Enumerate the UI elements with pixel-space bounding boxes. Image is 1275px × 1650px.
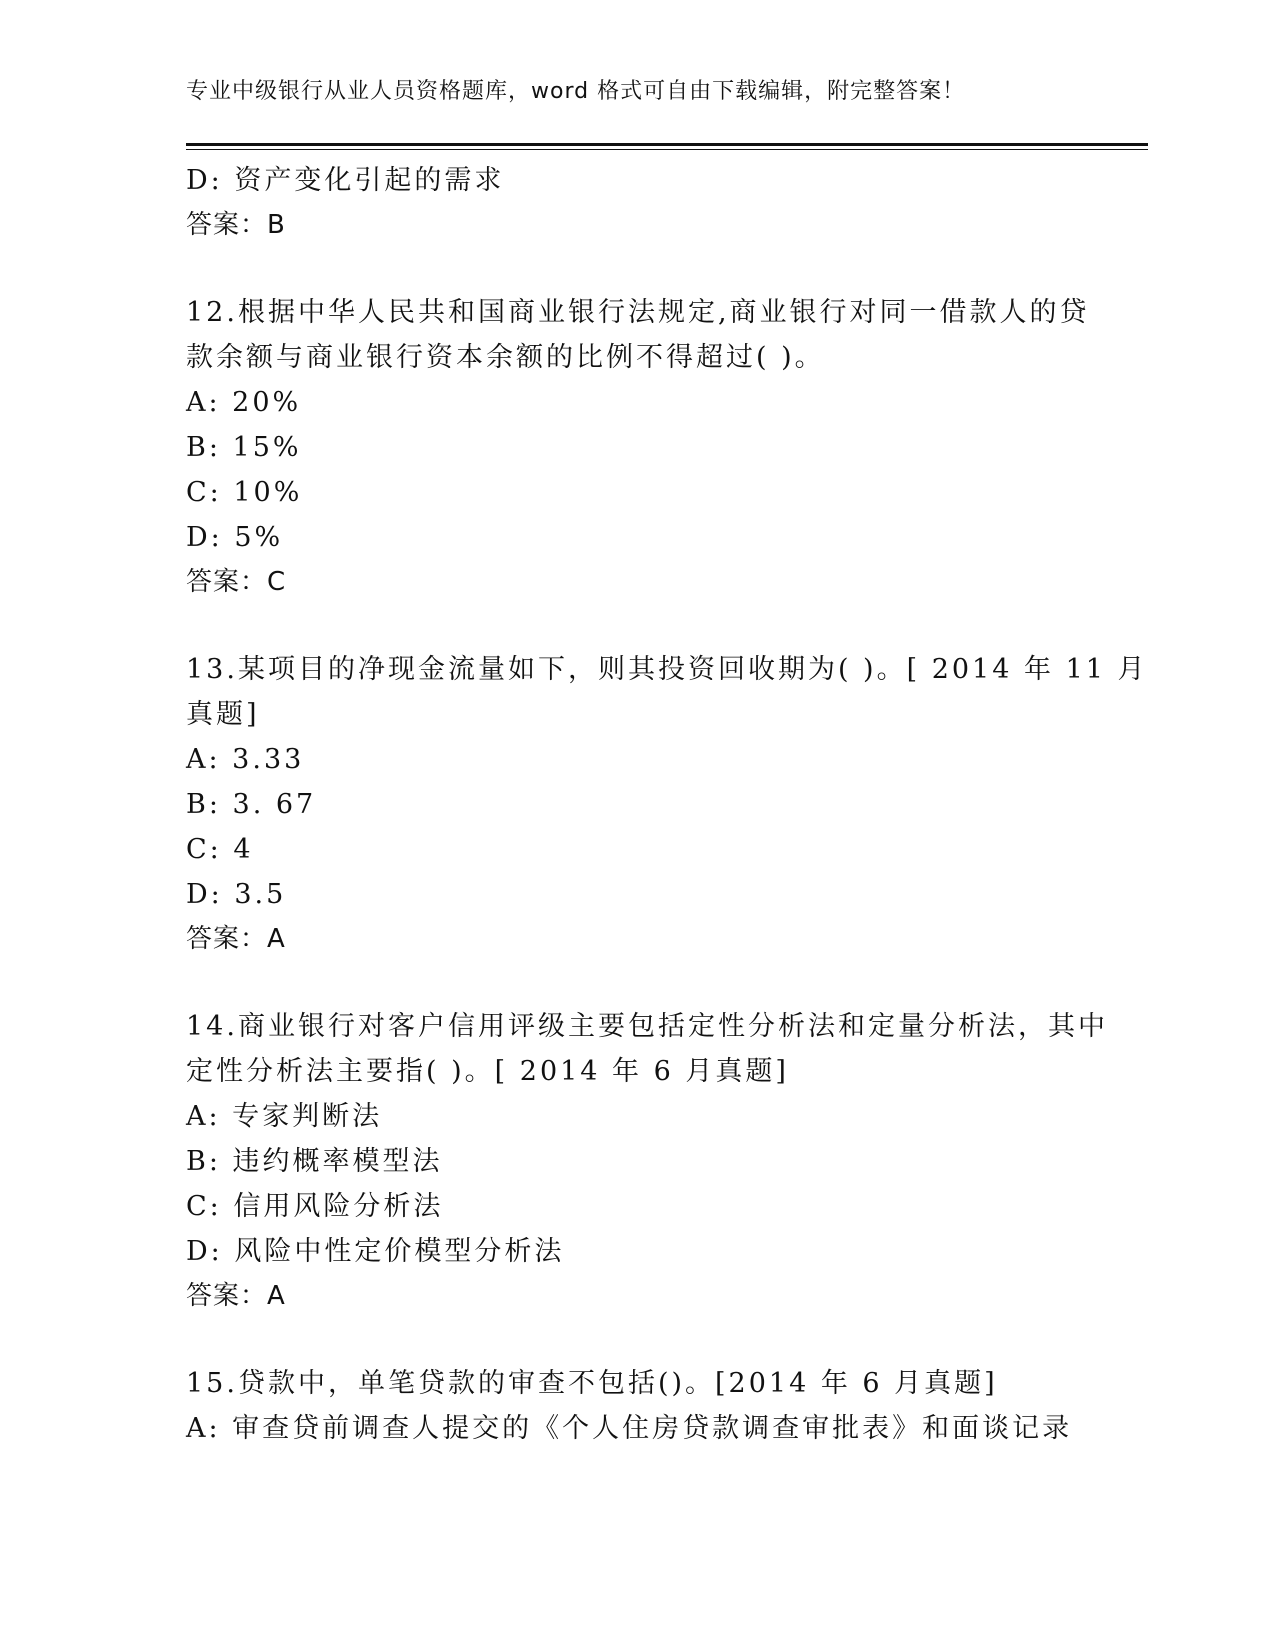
question-13-text-line-1: 13.某项目的净现金流量如下，则其投资回收期为( )。[ 2014 年 11 月: [186, 654, 1148, 685]
header-rule-thick: [186, 143, 1148, 146]
question-14-option-a: A: 专家判断法: [186, 1101, 383, 1132]
question-14-text-line-2: 定性分析法主要指( )。[ 2014 年 6 月真题]: [186, 1056, 789, 1087]
question-12-text-line-1: 12.根据中华人民共和国商业银行法规定,商业银行对同一借款人的贷: [186, 297, 1090, 328]
question-14: [186, 1004, 1108, 1319]
prev-option-d: D: 资产变化引起的需求: [186, 165, 505, 196]
question-15-text-line-1: 15.贷款中，单笔贷款的审查不包括()。[2014 年 6 月真题]: [186, 1368, 998, 1399]
spacer: [186, 962, 1086, 1004]
header-rule-thin: [186, 149, 1148, 150]
question-13: [186, 647, 1148, 962]
question-13-option-c: C: 4: [186, 834, 254, 865]
page-header: 专业中级银行从业人员资格题库，word 格式可自由下载编辑，附完整答案！: [186, 79, 966, 104]
question-list: [186, 158, 1148, 1451]
question-13-answer: 答案：A: [186, 924, 286, 954]
question-15-option-a: A: 审查贷前调查人提交的《个人住房贷款调查审批表》和面谈记录: [186, 1413, 1073, 1444]
question-14-answer: 答案：A: [186, 1281, 286, 1311]
question-12-option-a: A: 20%: [186, 387, 302, 418]
question-12: [186, 290, 1090, 605]
question-14-text-line-1: 14.商业银行对客户信用评级主要包括定性分析法和定量分析法，其中: [186, 1011, 1108, 1042]
question-15: [186, 1361, 1086, 1451]
question-13-text-line-2: 真题]: [186, 699, 260, 730]
spacer: [186, 605, 1086, 647]
question-12-option-b: B: 15%: [186, 432, 302, 463]
question-14-option-d: D: 风险中性定价模型分析法: [186, 1236, 565, 1267]
question-12-option-d: D: 5%: [186, 522, 284, 553]
prev-answer: 答案：B: [186, 210, 286, 240]
question-12-answer: 答案：C: [186, 567, 287, 597]
question-13-option-d: D: 3.5: [186, 879, 287, 910]
question-14-option-c: C: 信用风险分析法: [186, 1191, 444, 1222]
spacer: [186, 248, 1086, 290]
question-13-option-a: A: 3.33: [186, 744, 305, 775]
question-14-option-b: B: 违约概率模型法: [186, 1146, 443, 1177]
question-13-option-b: B: 3. 67: [186, 789, 317, 820]
question-12-text-line-2: 款余额与商业银行资本余额的比例不得超过( )。: [186, 342, 825, 373]
spacer: [186, 1319, 1086, 1361]
question-12-option-c: C: 10%: [186, 477, 303, 508]
